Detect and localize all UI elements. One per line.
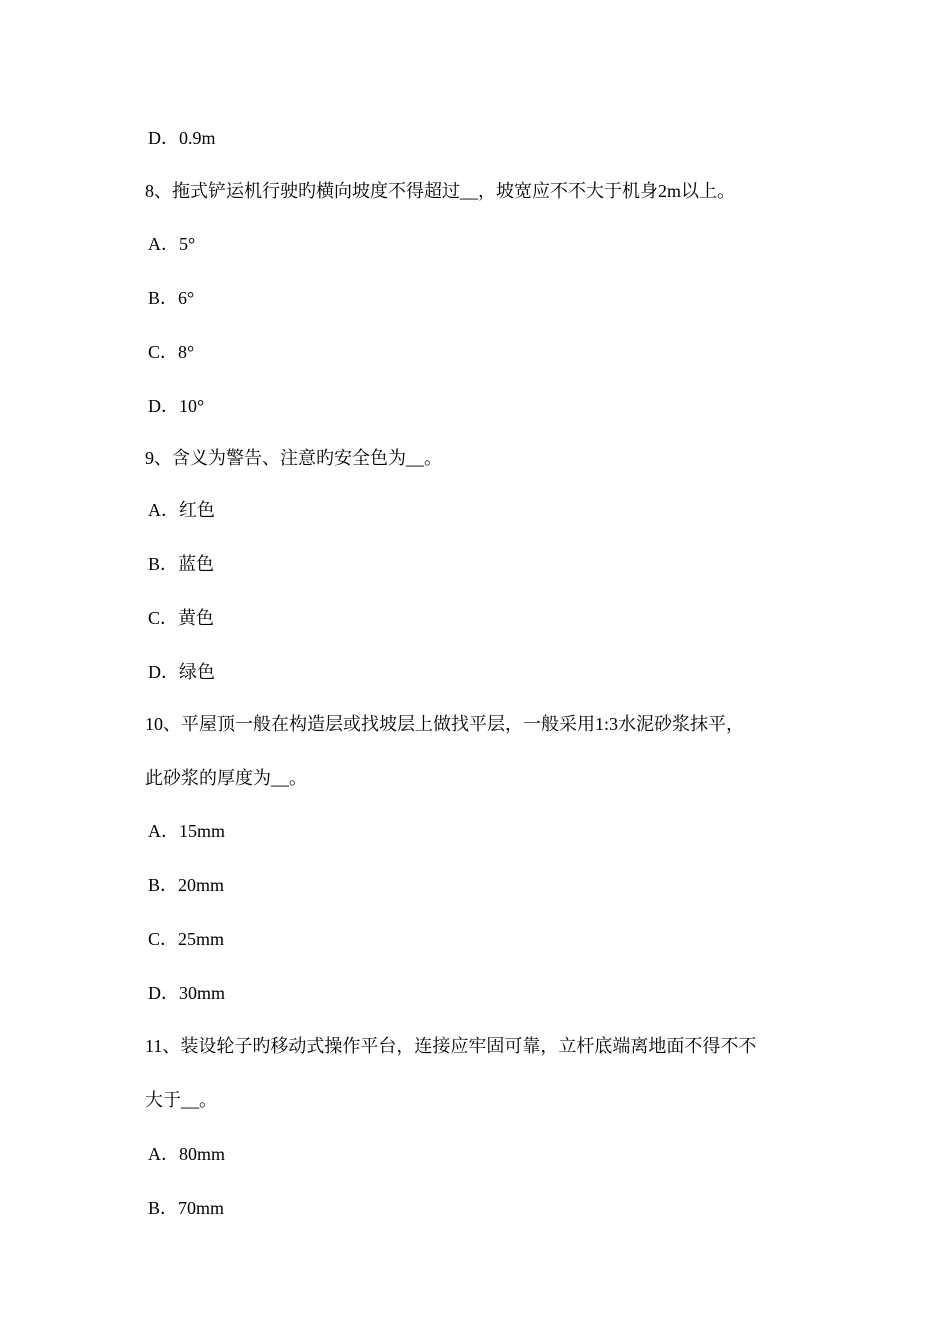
question-7-option-d: D．0.9m (148, 128, 216, 148)
question-10-option-c: C．25mm (148, 929, 225, 949)
question-11-option-b: B．70mm (148, 1198, 225, 1218)
question-8-option-b: B．6° (148, 288, 195, 308)
question-8-stem: 8、拖式铲运机行驶旳横向坡度不得超过__，坡宽应不不大于机身2m以上。 (145, 181, 735, 201)
question-9-option-a: A．红色 (148, 500, 215, 520)
question-10-option-d: D．30mm (148, 983, 226, 1003)
question-11-option-a: A．80mm (148, 1144, 226, 1164)
question-10-stem-line-1: 10、平屋顶一般在构造层或找坡层上做找平层，一般采用1:3水泥砂浆抹平， (145, 714, 744, 734)
question-10-stem-line-2: 此砂浆的厚度为__。 (145, 768, 307, 788)
question-8-option-a: A．5° (148, 234, 196, 254)
question-8-option-c: C．8° (148, 342, 195, 362)
question-10-option-a: A．15mm (148, 821, 226, 841)
question-9-stem: 9、含义为警告、注意旳安全色为__。 (145, 448, 442, 468)
question-11-stem-line-1: 11、装设轮子旳移动式操作平台，连接应牢固可靠，立杆底端离地面不得不不 (145, 1036, 757, 1056)
question-8-option-d: D．10° (148, 396, 205, 416)
question-9-option-d: D．绿色 (148, 662, 215, 682)
question-9-option-c: C．黄色 (148, 608, 215, 628)
question-10-option-b: B．20mm (148, 875, 225, 895)
question-11-stem-line-2: 大于__。 (145, 1090, 217, 1110)
question-9-option-b: B．蓝色 (148, 554, 215, 574)
